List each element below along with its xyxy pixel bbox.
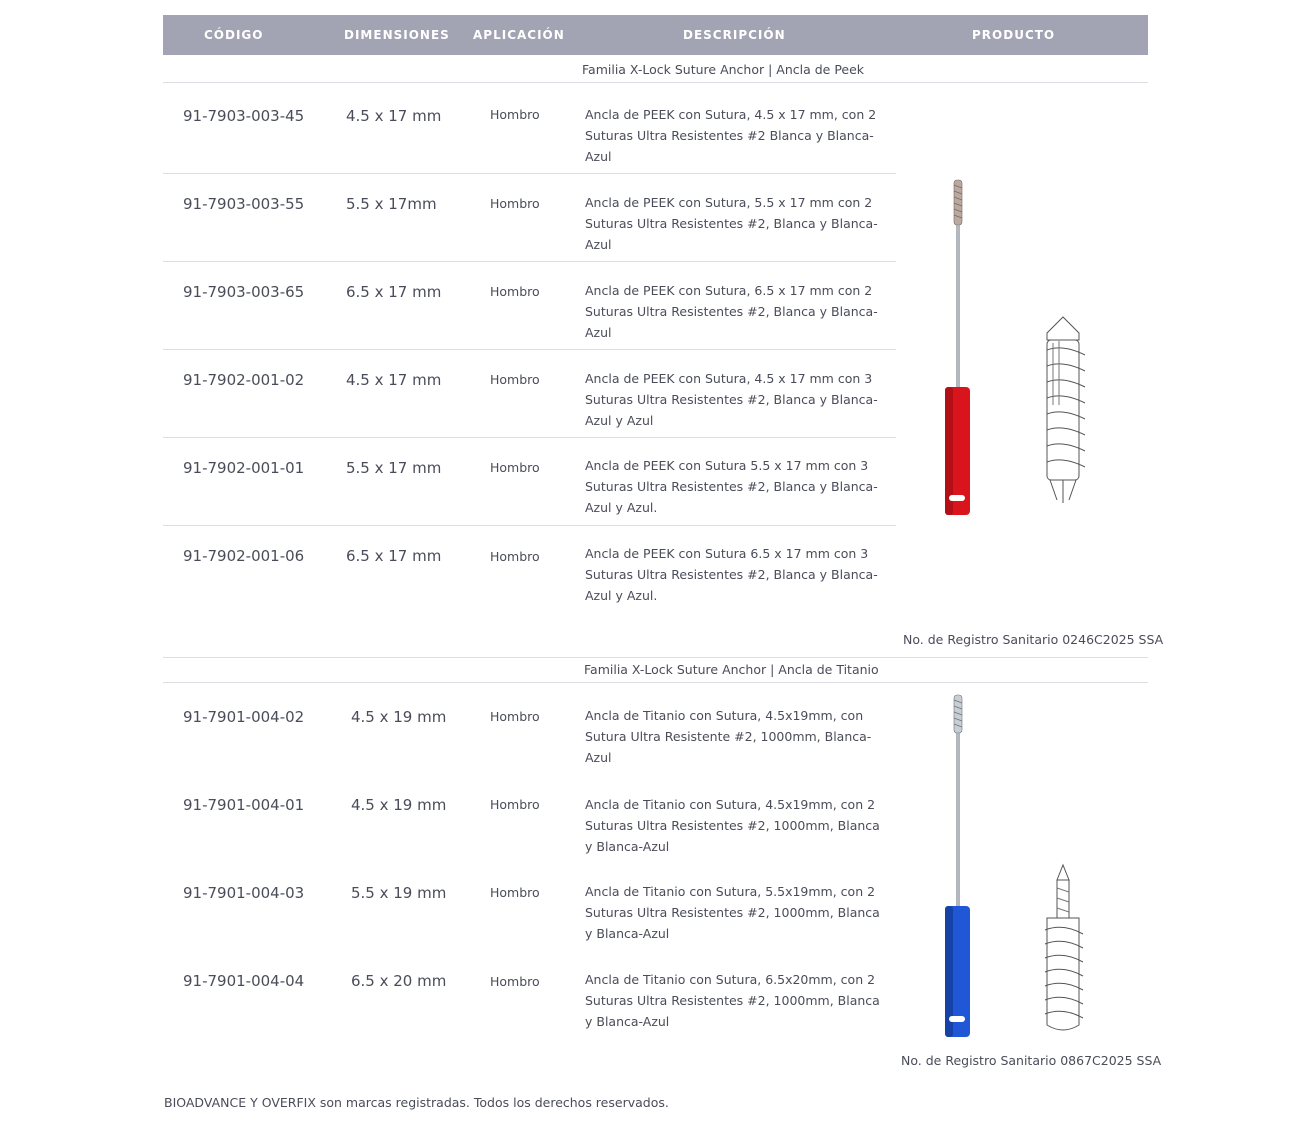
footer-trademark: BIOADVANCE Y OVERFIX son marcas registradas. Todos los derechos reservados. (164, 1095, 669, 1110)
row-code: 91-7901-004-04 (183, 972, 305, 990)
family-title-titanio: Familia X-Lock Suture Anchor | Ancla de Titanio (584, 662, 879, 677)
row-dimension: 4.5 x 17 mm (346, 107, 442, 125)
row-description: Ancla de PEEK con Sutura 5.5 x 17 mm con 3 Suturas Ultra Resistentes #2, Blanca y Blanca-Azul y Azul. (585, 458, 878, 515)
header-dimensiones: DIMENSIONES (344, 28, 450, 42)
registration-peek: No. de Registro Sanitario 0246C2025 SSA (903, 632, 1164, 647)
row-description: Ancla de Titanio con Sutura, 4.5x19mm, con 2 Suturas Ultra Resistentes #2, 1000mm, Blanca y Blanca-Azul (585, 797, 880, 854)
row-description: Ancla de Titanio con Sutura, 4.5x19mm, con Sutura Ultra Resistente #2, 1000mm, Blanca-Azul (585, 708, 872, 765)
header-descripcion: DESCRIPCIÓN (683, 28, 786, 42)
row-code: 91-7903-003-65 (183, 283, 305, 301)
row-application: Hombro (490, 549, 540, 564)
row-dimension: 6.5 x 20 mm (351, 972, 447, 990)
row-code: 91-7903-003-45 (183, 107, 305, 125)
row-description: Ancla de PEEK con Sutura, 5.5 x 17 mm con 2 Suturas Ultra Resistentes #2, Blanca y Blanca-Azul (585, 195, 878, 252)
row-dimension: 6.5 x 17 mm (346, 283, 442, 301)
row-code: 91-7902-001-01 (183, 459, 305, 477)
inserter-shaft (957, 733, 960, 911)
inserter-shaft (957, 225, 960, 390)
titanium-anchor-icon (1045, 865, 1083, 1030)
divider (163, 657, 1148, 658)
row-application: Hombro (490, 372, 540, 387)
divider (163, 682, 1148, 683)
row-description: Ancla de PEEK con Sutura 6.5 x 17 mm con 3 Suturas Ultra Resistentes #2, Blanca y Blanca-Azul y Azul. (585, 546, 878, 603)
divider (163, 437, 896, 438)
divider (163, 82, 1148, 83)
header-codigo: CÓDIGO (204, 28, 264, 42)
row-code: 91-7901-004-03 (183, 884, 305, 902)
row-code: 91-7902-001-06 (183, 547, 305, 565)
row-dimension: 6.5 x 17 mm (346, 547, 442, 565)
row-dimension: 4.5 x 19 mm (351, 796, 447, 814)
row-dimension: 5.5 x 17 mm (346, 459, 442, 477)
row-application: Hombro (490, 460, 540, 475)
table-header (163, 15, 1148, 55)
inserter-tip-icon (954, 695, 962, 733)
row-description: Ancla de Titanio con Sutura, 6.5x20mm, con 2 Suturas Ultra Resistentes #2, 1000mm, Blanca y Blanca-Azul (585, 972, 880, 1029)
row-application: Hombro (490, 284, 540, 299)
divider (163, 525, 896, 526)
inserter-handle-red (945, 387, 970, 515)
header-producto: PRODUCTO (972, 28, 1056, 42)
row-code: 91-7901-004-01 (183, 796, 305, 814)
registration-titanio: No. de Registro Sanitario 0867C2025 SSA (901, 1053, 1162, 1068)
peek-anchor-icon (1047, 317, 1085, 503)
divider (163, 173, 896, 174)
header-aplicacion: APLICACIÓN (473, 28, 565, 42)
divider (163, 349, 896, 350)
row-description: Ancla de Titanio con Sutura, 5.5x19mm, con 2 Suturas Ultra Resistentes #2, 1000mm, Blanca y Blanca-Azul (585, 884, 880, 941)
row-description: Ancla de PEEK con Sutura, 4.5 x 17 mm con 3 Suturas Ultra Resistentes #2, Blanca y Blanca-Azul y Azul (585, 371, 878, 428)
product-image-peek (935, 175, 1105, 520)
row-application: Hombro (490, 797, 540, 812)
row-code: 91-7901-004-02 (183, 708, 305, 726)
inserter-tip-icon (954, 180, 962, 225)
row-dimension: 4.5 x 19 mm (351, 708, 447, 726)
inserter-handle-blue (945, 906, 970, 1037)
family-title-peek: Familia X-Lock Suture Anchor | Ancla de Peek (582, 62, 865, 77)
row-application: Hombro (490, 196, 540, 211)
row-description: Ancla de PEEK con Sutura, 6.5 x 17 mm con 2 Suturas Ultra Resistentes #2, Blanca y Blanca-Azul (585, 283, 878, 340)
row-code: 91-7902-001-02 (183, 371, 305, 389)
row-application: Hombro (490, 709, 540, 724)
row-code: 91-7903-003-55 (183, 195, 305, 213)
row-application: Hombro (490, 107, 540, 122)
row-application: Hombro (490, 974, 540, 989)
row-dimension: 5.5 x 17mm (346, 195, 437, 213)
row-dimension: 5.5 x 19 mm (351, 884, 447, 902)
row-description: Ancla de PEEK con Sutura, 4.5 x 17 mm, con 2 Suturas Ultra Resistentes #2 Blanca y Blanca-Azul (585, 107, 877, 164)
divider (163, 261, 896, 262)
row-application: Hombro (490, 885, 540, 900)
row-dimension: 4.5 x 17 mm (346, 371, 442, 389)
product-image-titanio (935, 690, 1105, 1042)
